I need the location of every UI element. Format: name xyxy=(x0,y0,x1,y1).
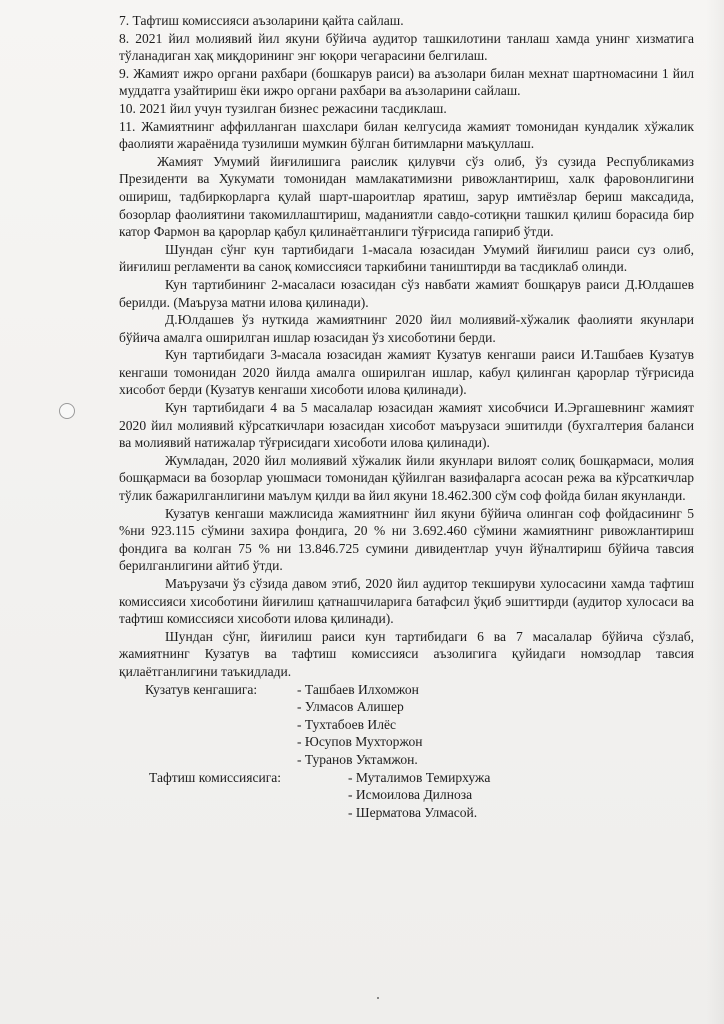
paragraph-issue-6-7: Шундан сўнг, йиғилиш раиси кун тартибидаги 6 ва 7 масалалар бўйича сўзлаб, жамиятнинг Кузатув ва тафтиш комиссияси аъзолигига қуйидаги номзодлар тавсия қилаётганлигини таъкидлади. xyxy=(119,628,694,679)
agenda-item-7: 7. Тафтиш комиссияси аъзоларини қайта сайлаш. xyxy=(119,13,404,28)
paragraph-yuldashev-report: Д.Юлдашев ўз нуткида жамиятнинг 2020 йил молиявий-хўжалик фаолияти якунлари бўйича амалга оширилган ишлар юзасидан ўз хисоботини берди. xyxy=(119,312,694,345)
agenda-item-9: 9. Жамият ижро органи рахбари (бошкарув раиси) ва аъзолари билан мехнат шартномасини 1 йил муддатга узайтириш ёки ижро органи рахбари ва аъзоларини сайлаш. xyxy=(119,65,694,99)
paragraph-audit-conclusion: Маърузачи ўз сўзида давом этиб, 2020 йил аудитор текшируви хулосасини хамда тафтиш комиссияси хисоботини йиғилиш қатнашчиларига батафсил ўқиб эшиттирди (аудитор хулосаси ва тафтиш комиссияси хисоботи илова қилинади). xyxy=(119,576,694,627)
binder-hole xyxy=(59,403,75,419)
agenda-item-8: 8. 2021 йил молиявий йил якуни бўйича аудитор ташкилотини танлаш хамда унинг хизматига тўланадиган хақ миқдорининг энг юқори чегарасини белгилаш. xyxy=(119,30,694,64)
candidate-name: - Тухтабоев Илёс xyxy=(297,716,397,732)
paragraph-issue-4-5: Кун тартибидаги 4 ва 5 масалалар юзасидан жамият хисобчиси И.Эргашевнинг жамият 2020 йил молиявий кўрсаткичлари юзасидан хисобот маърузаси эшитилди (бухгалтерия баланси ва молиявий натижалар тўғрисидаги хисоботи илова қилинади). xyxy=(119,400,694,451)
candidate-name: - Шерматова Улмасой. xyxy=(348,804,478,820)
kuzatuv-label: Кузатув кенгашига: xyxy=(145,681,258,697)
paragraph-issue-1: Шундан сўнг кун тартибидаги 1-масала юзасидан Умумий йиғилиш раиси суз олиб, йиғилиш регламенти ва саноқ комиссияси таркибини таништирди ва тасдиклаб олинди. xyxy=(119,241,694,275)
paragraph-issue-3: Кун тартибидаги 3-масала юзасидан жамият Кузатув кенгаши раиси И.Ташбаев Кузатув кенгаши томонидан 2020 йилда амалга оширилган ишлар, кабул қилинган қарорлар тўғрисида хисобот берди (Кузатув кенгаши хисоботи илова қилинади). xyxy=(119,347,694,398)
agenda-item-11: 11. Жамиятнинг аффилланган шахслари билан келгусида жамият томонидан кундалик хўжалик фаолияти жараёнида тузилиши мумкин бўлган битимларни маъқуллаш. xyxy=(119,118,694,152)
kuzatuv-candidates xyxy=(119,681,694,769)
taftish-label: Тафтиш комиссиясига: xyxy=(149,769,282,785)
candidate-name: - Туранов Уктамжон. xyxy=(297,751,418,767)
agenda-item-10: 10. 2021 йил учун тузилган бизнес режасини тасдиклаш. xyxy=(119,100,447,116)
candidate-name: - Ташбаев Илхомжон xyxy=(297,681,419,697)
candidate-name: - Муталимов Темирхужа xyxy=(348,769,491,785)
document-body xyxy=(119,12,694,821)
candidate-name: - Исмоилова Дилноза xyxy=(348,787,473,803)
paragraph-issue-2: Кун тартибининг 2-масаласи юзасидан сўз навбати жамият бошқарув раиси Д.Юлдашев берилди. (Маъруза матни илова қилинади). xyxy=(119,276,694,310)
paragraph-profit-distribution: Кузатув кенгаши мажлисида жамиятнинг йил якуни бўйича олинган соф фойдасининг 5 %ни 923.115 сўмини захира фондига, 20 % ни 3.692.460 сўмини жамиятнинг ривожлантириш фондига ва колган 75 % ни 13.846.725 сумини дивидентлар учун йўналтириш бўйича тавсия берилганлигини айтиб ўтди. xyxy=(119,505,694,574)
paragraph-results-2020: Жумладан, 2020 йил молиявий хўжалик йили якунлари вилоят солиқ бошқармаси, молия бошқармаси ва бозорлар уюшмаси томонидан қўйилган вазифаларга асосан режа ва кўрсаткичлар тўлик бажарилганлигини маълум қилди ва йил якуни 18.462.300 сўм соф фойда билан якунланди. xyxy=(119,452,694,504)
scan-speck xyxy=(377,997,379,999)
page-edge-shadow xyxy=(706,0,724,1024)
candidate-name: - Улмасов Алишер xyxy=(297,699,404,715)
taftish-candidates xyxy=(119,769,694,822)
candidate-name: - Юсупов Мухторжон xyxy=(297,734,423,750)
paragraph-chairman-speech: Жамият Умумий йиғилишига раислик қилувчи сўз олиб, ўз сузида Республикамиз Президенти ва Хукумати томонидан мамлакатимизни ривожлантириш, халк фаровонлигини ошириш, тадбиркорларга қулай шарт-шароитлар яратиш, зарур имтиёзлар бериш максадида, бозорлар фаолиятини такомиллаштириш, маданиятли савдо-сотиқни ташкил қилиш борасида бир катор Фармон ва қарорлар қабул қилинаётганлиги тўғрисида гапириб ўтди. xyxy=(119,153,694,240)
